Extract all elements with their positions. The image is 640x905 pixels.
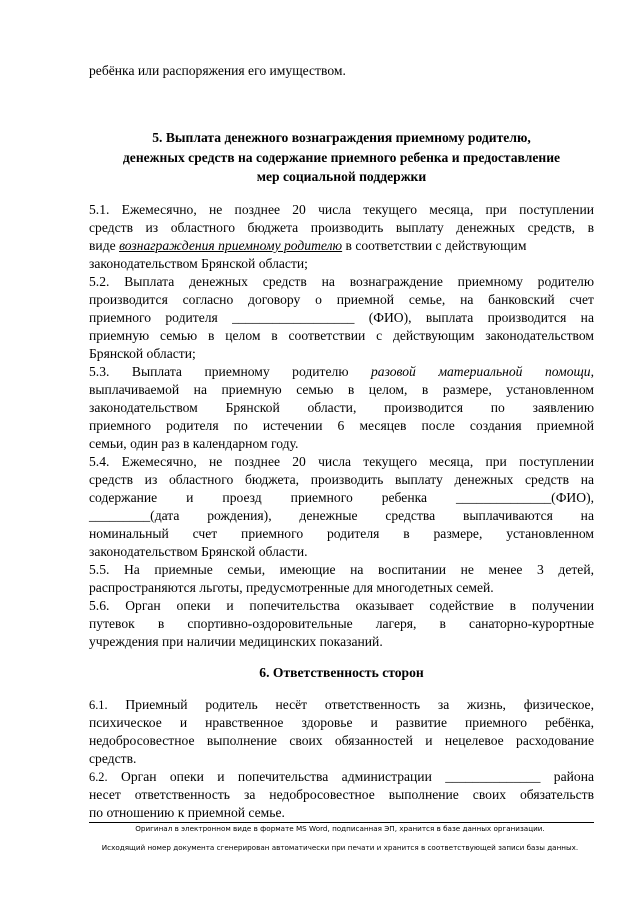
section-5-title: денежных средств на содержание приемного ребенка и предоставление <box>122 150 561 165</box>
footer-note: Исходящий номер документа сгенерирован автоматически при печати и хранится в соответствующей записи базы данных. <box>101 843 579 852</box>
footer-divider <box>89 822 594 823</box>
reference-link[interactable]: вознаграждения приемному родителю <box>119 238 343 253</box>
paragraph-5-2-line: приемного родителя __________________ (ФИО), выплата производится на <box>89 310 594 325</box>
text-fragment: в соответствии с действующим <box>345 238 527 253</box>
paragraph-5-6-line: 5.6. Орган опеки и попечительства оказывает содействие в получении <box>89 598 594 613</box>
paragraph-5-4-line: 5.4. Ежемесячно, не позднее 20 числа текущего месяца, при поступлении <box>89 454 594 469</box>
paragraph-6-2-line: несет ответственность за недобросовестное выполнение своих обязательств <box>89 787 594 802</box>
paragraph-6-2-line <box>89 768 594 786</box>
paragraph-5-1-line: средств из областного бюджета производить выплату денежных средств, в <box>89 220 594 235</box>
text-fragment: , <box>590 364 594 379</box>
text-fragment: виде <box>89 238 116 253</box>
paragraph-5-3-line: законодательством Брянской области, производится по заявлению <box>89 400 594 415</box>
paragraph-5-4-line: содержание и проезд приемного ребенка ______________(ФИО), <box>89 490 594 505</box>
paragraph-5-1-line <box>89 237 594 255</box>
footer-note: Оригинал в электронном виде в формате MS Word, подписанная ЭП, хранится в базе данных организации. <box>135 824 545 833</box>
paragraph-6-1-line <box>89 696 594 714</box>
section-5-title: 5. Выплата денежного вознаграждения приемному родителю, <box>152 130 531 145</box>
text-fragment: Приемный родитель несёт ответственность за жизнь, физическое, <box>125 697 594 712</box>
paragraph-5-2-line: 5.2. Выплата денежных средств на вознаграждение приемному родителю <box>89 274 594 289</box>
paragraph-5-5-line: 5.5. На приемные семьи, имеющие на воспитании не менее 3 детей, <box>89 562 594 577</box>
paragraph-6-1-line: психическое и нравственное здоровье и развитие приемного ребёнка, <box>89 715 594 730</box>
paragraph-5-4-line: _________(дата рождения), денежные средства выплачиваются на <box>89 508 594 523</box>
section-6-title: 6. Ответственность сторон <box>259 665 424 680</box>
text-line: ребёнка или распоряжения его имуществом. <box>89 63 346 78</box>
paragraph-5-6-line: путевок в спортивно-оздоровительные лагеря, в санаторно-курортные <box>89 616 594 631</box>
section-5-title: мер социальной поддержки <box>256 169 427 184</box>
paragraph-number: 6.1. <box>89 698 108 712</box>
paragraph-5-2-line: производится согласно договору о приемной семье, на банковский счет <box>89 292 594 307</box>
paragraph-5-3-line <box>89 363 594 381</box>
paragraph-5-3-line: семьи, один раз в календарном году. <box>89 436 299 451</box>
text-fragment: Орган опеки и попечительства администрации ______________ района <box>121 769 595 784</box>
paragraph-5-3-line: выплачиваемой на приемную семью в целом, в размере, установленном <box>89 382 594 397</box>
paragraph-6-1-line: средств. <box>89 751 137 766</box>
paragraph-6-1-line: недобросовестное выполнение своих обязанностей и нецелевое расходование <box>89 733 594 748</box>
paragraph-5-2-line: Брянской области; <box>89 346 196 361</box>
paragraph-5-4-line: номинальный счет приемного родителя в размере, установленном <box>89 526 594 541</box>
paragraph-5-4-line: средств из областного бюджета, производить выплату денежных средств на <box>89 472 594 487</box>
paragraph-5-2-line: приемную семью в целом в соответствии с действующим законодательством <box>89 328 594 343</box>
paragraph-5-1-line: 5.1. Ежемесячно, не позднее 20 числа текущего месяца, при поступлении <box>89 202 594 217</box>
paragraph-5-3-line: приемного родителя по истечении 6 месяцев после создания приемной <box>89 418 594 433</box>
paragraph-5-5-line: распространяются льготы, предусмотренные для многодетных семей. <box>89 580 494 595</box>
paragraph-5-6-line: учреждения при наличии медицинских показаний. <box>89 634 383 649</box>
text-fragment-italic: разовой материальной помощи <box>370 364 591 379</box>
paragraph-6-2-line: по отношению к приемной семье. <box>89 805 285 820</box>
paragraph-5-1-line: законодательством Брянской области; <box>89 256 308 271</box>
paragraph-5-4-line: законодательством Брянской области. <box>89 544 308 559</box>
text-fragment: 5.3. Выплата приемному родителю <box>89 364 349 379</box>
paragraph-number: 6.2. <box>89 770 108 784</box>
